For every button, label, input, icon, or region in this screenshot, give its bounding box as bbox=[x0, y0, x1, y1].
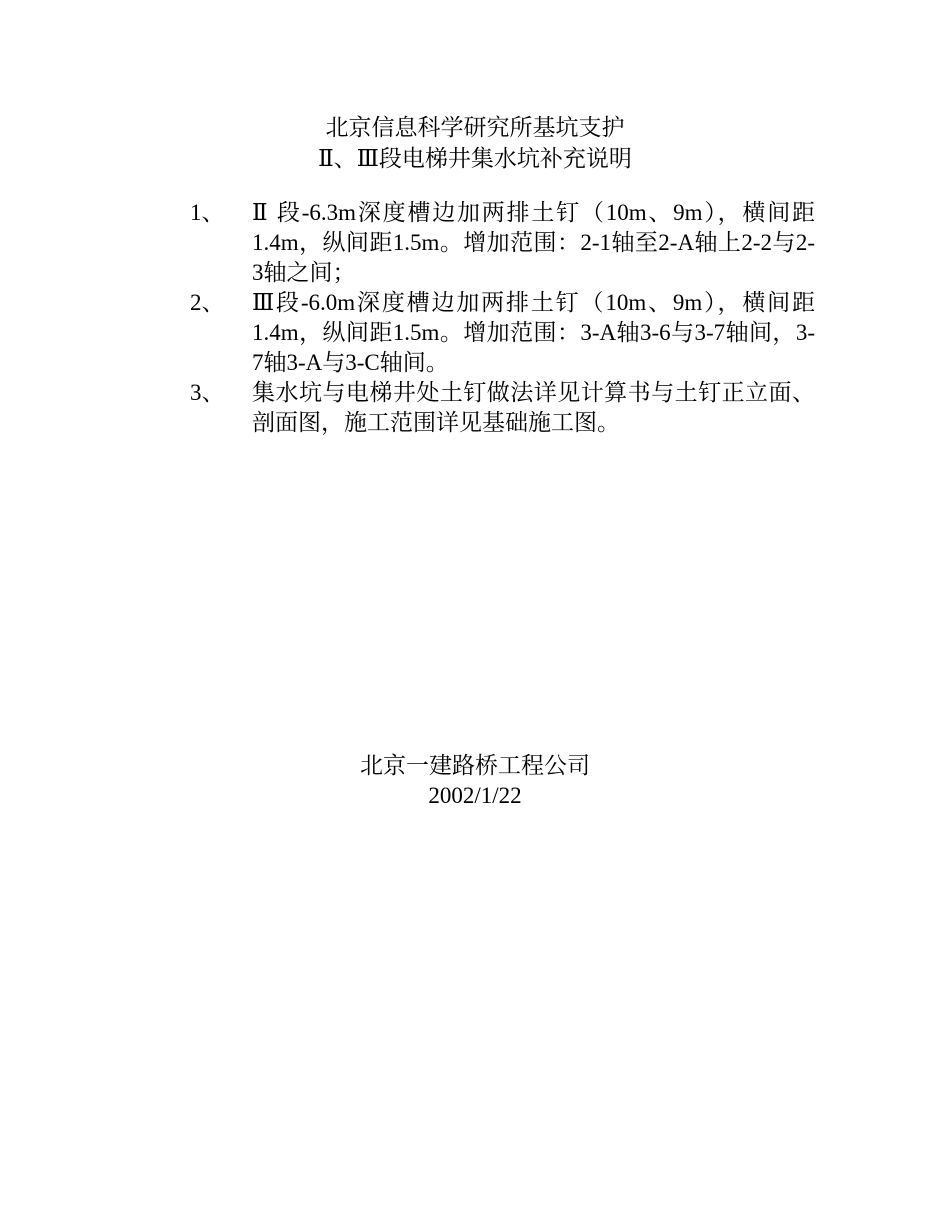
title-line-1: 北京信息科学研究所基坑支护 bbox=[325, 115, 625, 140]
item-text: Ⅲ段-6.0m深度槽边加两排土钉（10m、9m），横间距1.4m，纵间距1.5m。增加范围：3-A轴3-6与3-7轴间，3-7轴3-A与3-C轴间。 bbox=[252, 290, 815, 375]
item-number: 1、 bbox=[190, 200, 225, 225]
item-text: Ⅱ 段-6.3m深度槽边加两排土钉（10m、9m），横间距1.4m，纵间距1.5m。增加范围：2-1轴至2-A轴上2-2与2-3轴之间； bbox=[252, 200, 815, 285]
item-number: 3、 bbox=[190, 380, 225, 405]
company-name: 北京一建路桥工程公司 bbox=[360, 753, 590, 778]
list-item bbox=[190, 378, 815, 438]
document-title bbox=[0, 112, 950, 174]
item-text: 集水坑与电梯井处土钉做法详见计算书与土钉正立面、剖面图，施工范围详见基础施工图。 bbox=[252, 380, 815, 435]
document-date: 2002/1/22 bbox=[428, 783, 522, 808]
list-item bbox=[190, 198, 815, 288]
list-item bbox=[190, 288, 815, 378]
item-number: 2、 bbox=[190, 290, 225, 315]
title-line-2: Ⅱ、Ⅲ段电梯井集水坑补充说明 bbox=[318, 146, 632, 171]
item-list bbox=[190, 198, 815, 438]
signature-block bbox=[0, 751, 950, 811]
